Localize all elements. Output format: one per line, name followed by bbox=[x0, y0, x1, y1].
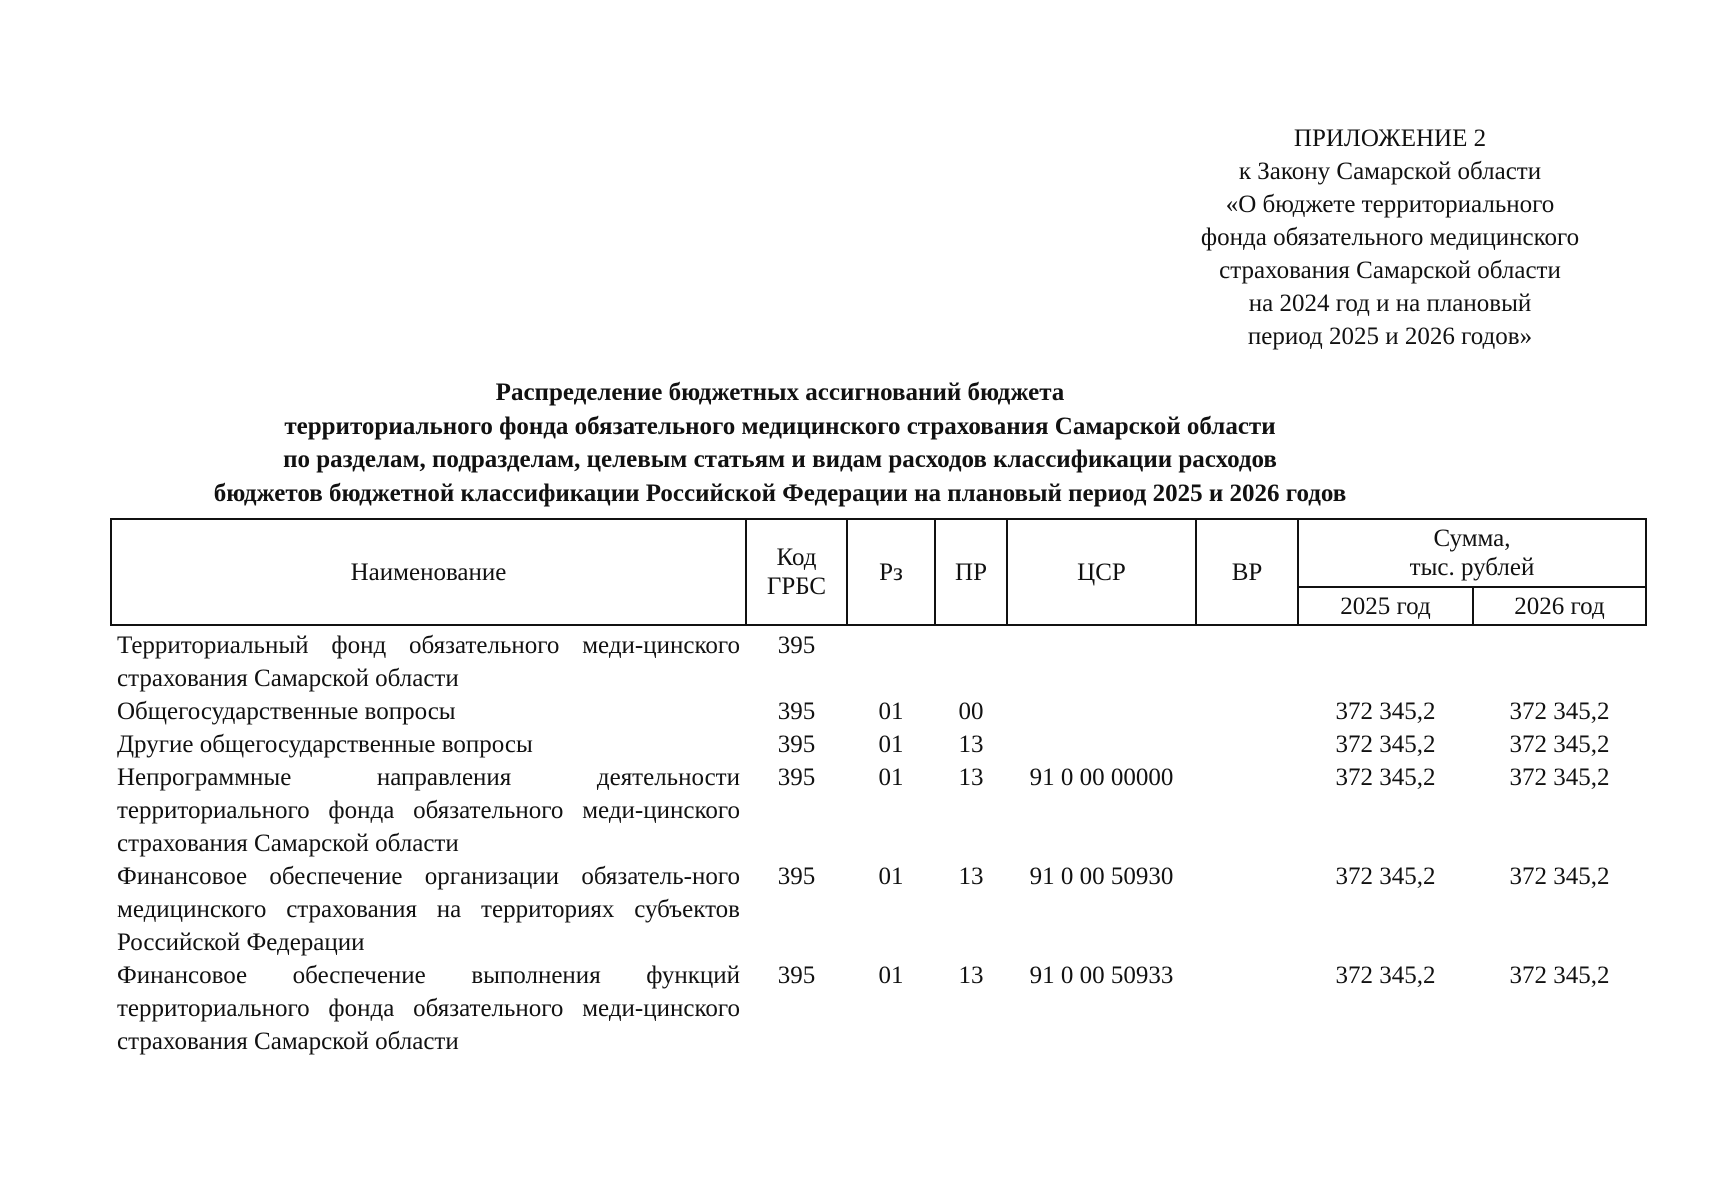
appendix-line: фонда обязательного медицинского bbox=[1200, 224, 1580, 251]
table-row bbox=[111, 625, 1646, 695]
header-2026: 2026 год bbox=[1473, 587, 1646, 625]
row-name: Другие общегосударственные вопросы bbox=[117, 731, 533, 758]
row-2026: 372 345,2 bbox=[1509, 764, 1610, 791]
table-row bbox=[111, 728, 1646, 761]
row-csr: 91 0 00 50933 bbox=[1029, 962, 1174, 989]
row-rz: 01 bbox=[878, 698, 904, 725]
row-grbs: 395 bbox=[777, 962, 816, 989]
row-name: Непрограммные направления деятельности территориального фонда обязательного меди-цинского страхования Самарской области bbox=[117, 764, 740, 857]
budget-table bbox=[110, 518, 1647, 1058]
row-2025: 372 345,2 bbox=[1335, 962, 1436, 989]
row-grbs: 395 bbox=[777, 764, 816, 791]
row-rz: 01 bbox=[878, 962, 904, 989]
row-pr: 13 bbox=[958, 962, 984, 989]
title-line: бюджетов бюджетной классификации Российской Федерации на плановый период 2025 и 2026 годов bbox=[213, 479, 1347, 507]
row-grbs: 395 bbox=[777, 698, 816, 725]
table-row bbox=[111, 959, 1646, 1058]
row-csr: 91 0 00 50930 bbox=[1029, 863, 1174, 890]
appendix-line: «О бюджете территориального bbox=[1225, 191, 1555, 218]
header-pr: ПР bbox=[935, 519, 1007, 625]
row-grbs: 395 bbox=[777, 863, 816, 890]
row-name: Территориальный фонд обязательного меди-цинского страхования Самарской области bbox=[117, 632, 740, 692]
title-line: Распределение бюджетных ассигнований бюджета bbox=[495, 379, 1065, 406]
header-grbs bbox=[746, 519, 847, 625]
row-2025: 372 345,2 bbox=[1335, 764, 1436, 791]
row-pr: 13 bbox=[958, 764, 984, 791]
row-2026: 372 345,2 bbox=[1509, 731, 1610, 758]
document-title bbox=[200, 376, 1360, 510]
row-name: Общегосударственные вопросы bbox=[117, 698, 456, 725]
row-name: Финансовое обеспечение выполнения функций территориального фонда обязательного меди-цинского страхования Самарской области bbox=[117, 962, 740, 1055]
row-csr bbox=[1007, 728, 1196, 761]
table-header bbox=[111, 519, 1646, 625]
table-row bbox=[111, 695, 1646, 728]
header-sum-line2: тыс. рублей bbox=[1409, 554, 1535, 581]
header-grbs-line1: Код bbox=[776, 544, 817, 571]
row-2025: 372 345,2 bbox=[1335, 863, 1436, 890]
row-2025 bbox=[1298, 625, 1473, 695]
row-vr bbox=[1196, 959, 1298, 1058]
row-rz bbox=[847, 625, 935, 695]
row-csr: 91 0 00 00000 bbox=[1029, 764, 1174, 791]
row-2026: 372 345,2 bbox=[1509, 863, 1610, 890]
table-body bbox=[111, 625, 1646, 1058]
row-rz: 01 bbox=[878, 863, 904, 890]
row-csr bbox=[1007, 625, 1196, 695]
header-rz: Рз bbox=[847, 519, 935, 625]
row-vr bbox=[1196, 728, 1298, 761]
table-row bbox=[111, 761, 1646, 860]
header-sum-line1: Сумма, bbox=[1433, 525, 1511, 552]
header-grbs-line2: ГРБС bbox=[766, 573, 827, 600]
appendix-line: на 2024 год и на плановый bbox=[1248, 290, 1532, 317]
row-2026: 372 345,2 bbox=[1509, 962, 1610, 989]
appendix-line: к Закону Самарской области bbox=[1238, 158, 1542, 185]
row-rz: 01 bbox=[878, 764, 904, 791]
row-rz: 01 bbox=[878, 731, 904, 758]
header-2025: 2025 год bbox=[1298, 587, 1473, 625]
row-name: Финансовое обеспечение организации обязатель-ного медицинского страхования на территориях субъектов Российской Федерации bbox=[117, 863, 740, 956]
title-line: территориального фонда обязательного медицинского страхования Самарской области bbox=[284, 412, 1276, 440]
header-name: Наименование bbox=[111, 519, 746, 625]
appendix-line: период 2025 и 2026 годов» bbox=[1247, 323, 1533, 350]
row-pr: 13 bbox=[958, 731, 984, 758]
row-2026 bbox=[1473, 625, 1646, 695]
header-csr: ЦСР bbox=[1007, 519, 1196, 625]
row-pr bbox=[935, 625, 1007, 695]
header-vr: ВР bbox=[1196, 519, 1298, 625]
header-sum bbox=[1298, 519, 1646, 587]
appendix-header bbox=[1140, 122, 1640, 353]
table-row bbox=[111, 860, 1646, 959]
row-vr bbox=[1196, 695, 1298, 728]
row-pr: 13 bbox=[958, 863, 984, 890]
row-vr bbox=[1196, 761, 1298, 860]
row-2025: 372 345,2 bbox=[1335, 731, 1436, 758]
appendix-line: ПРИЛОЖЕНИЕ 2 bbox=[1293, 125, 1487, 152]
row-grbs: 395 bbox=[777, 632, 816, 659]
row-grbs: 395 bbox=[777, 731, 816, 758]
row-2025: 372 345,2 bbox=[1335, 698, 1436, 725]
appendix-line: страхования Самарской области bbox=[1219, 257, 1561, 284]
title-line: по разделам, подразделам, целевым статьям и видам расходов классификации расходов bbox=[283, 446, 1277, 473]
row-2026: 372 345,2 bbox=[1509, 698, 1610, 725]
row-pr: 00 bbox=[958, 698, 984, 725]
row-csr bbox=[1007, 695, 1196, 728]
row-vr bbox=[1196, 625, 1298, 695]
row-vr bbox=[1196, 860, 1298, 959]
